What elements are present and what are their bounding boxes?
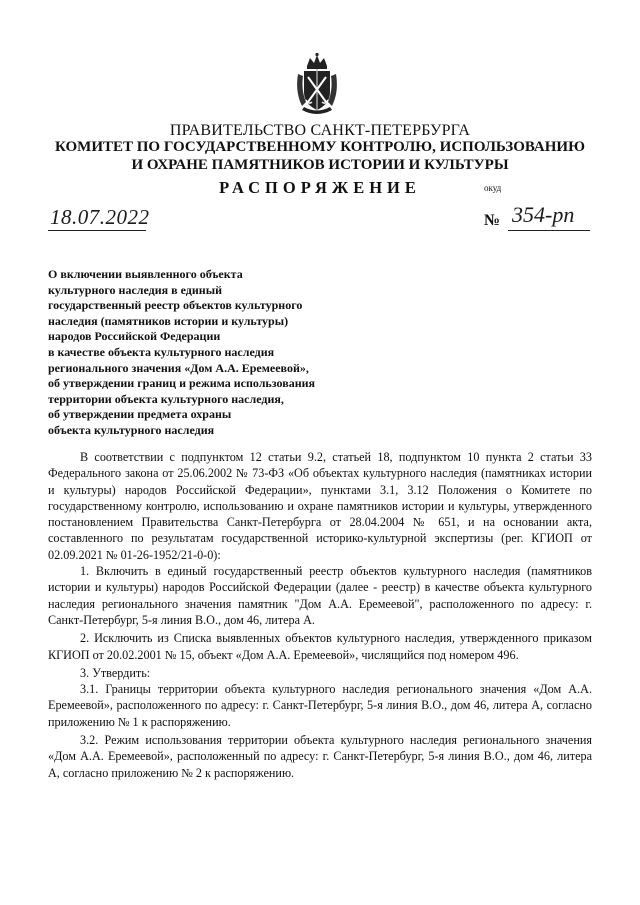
- item-1-paragraph: 1. Включить в единый государственный реестр объектов культурного наследия (памятников истории и культуры) народов Российской Федерации (далее - реестр) в качестве объекта культурного наследия регионального значения памятник "Дом А.А. Еремеевой", расположенного по адресу: г. Санкт-Петербург, 5-я линия В.О., дом 46, литера А.: [48, 564, 592, 627]
- item-2-paragraph: 2. Исключить из Списка выявленных объектов культурного наследия, утвержденного приказом КГИОП от 20.02.2001 № 15, объект «Дом А.А. Еремеевой», числящийся под номером 496.: [48, 631, 592, 662]
- government-name: ПРАВИТЕЛЬСТВО САНКТ-ПЕТЕРБУРГА: [169, 122, 471, 139]
- coat-of-arms-icon: [292, 52, 342, 118]
- item-3-paragraph: 3. Утвердить:: [80, 665, 151, 680]
- document-type: РАСПОРЯЖЕНИЕ: [219, 178, 421, 197]
- subject-line: об утверждении предмета охраны: [48, 407, 232, 422]
- document-subject: [48, 267, 368, 439]
- date-underline: [48, 230, 146, 231]
- subject-line: в качестве объекта культурного наследия: [48, 344, 275, 359]
- subject-line: народов Российской Федерации: [48, 329, 221, 344]
- number-label: №: [484, 212, 501, 229]
- item-3-1-paragraph: 3.1. Границы территории объекта культурного наследия регионального значения «Дом А.А. Еремеевой», расположенного по адресу: г. Санкт-Петербург, 5-я линия В.О., дом 46, литера А, согласно приложению № 1 к распоряжению.: [48, 682, 592, 729]
- document-date: 18.07.2022: [50, 205, 150, 229]
- item-3-2-paragraph: 3.2. Режим использования территории объекта культурного наследия регионального значения «Дом А.А. Еремеевой», расположенный по адресу: г. Санкт-Петербург, 5-я линия В.О., дом 46, литера А, согласно приложению № 2 к распоряжению.: [48, 733, 592, 780]
- preamble-paragraph: В соответствии с подпунктом 12 статьи 9.2, статьей 18, подпунктом 10 пункта 2 статьи 33 Федерального закона от 25.06.2002 № 73-ФЗ «Об объектах культурного наследия (памятниках истории и культуры) народов Российской Федерации», пунктами 3.1, 3.12 Положения о Комитете по государственному контролю, использованию и охране памятников истории и культуры, утвержденного постановлением Правительства Санкт-Петербурга от 28.04.2004 № 651, и на основании акта, составленного по результатам государственной историко-культурной экспертизы (рег. КГИОП от 02.09.2021 № 01-26-1952/21-0-0):: [48, 450, 592, 562]
- subject-line: регионального значения «Дом А.А. Еремеевой»,: [48, 360, 309, 375]
- subject-line: О включении выявленного объекта: [48, 267, 243, 281]
- subject-line: территории объекта культурного наследия,: [48, 391, 284, 406]
- subject-line: об утверждении границ и режима использования: [48, 376, 316, 391]
- committee-name: [0, 138, 640, 174]
- committee-name-line2: И ОХРАНЕ ПАМЯТНИКОВ ИСТОРИИ И КУЛЬТУРЫ: [131, 157, 509, 173]
- subject-line: наследия (памятников истории и культуры): [48, 313, 289, 328]
- document-body: [48, 449, 592, 781]
- okud-label: окуд: [484, 183, 502, 193]
- subject-line: объекта культурного наследия: [48, 422, 215, 437]
- document-number: 354-рп: [512, 202, 575, 227]
- subject-line: государственный реестр объектов культурного: [48, 298, 303, 313]
- subject-line: культурного наследия в единый: [48, 282, 222, 297]
- committee-name-line1: КОМИТЕТ ПО ГОСУДАРСТВЕННОМУ КОНТРОЛЮ, ИСПОЛЬЗОВАНИЮ: [55, 139, 585, 155]
- number-underline: [508, 230, 590, 231]
